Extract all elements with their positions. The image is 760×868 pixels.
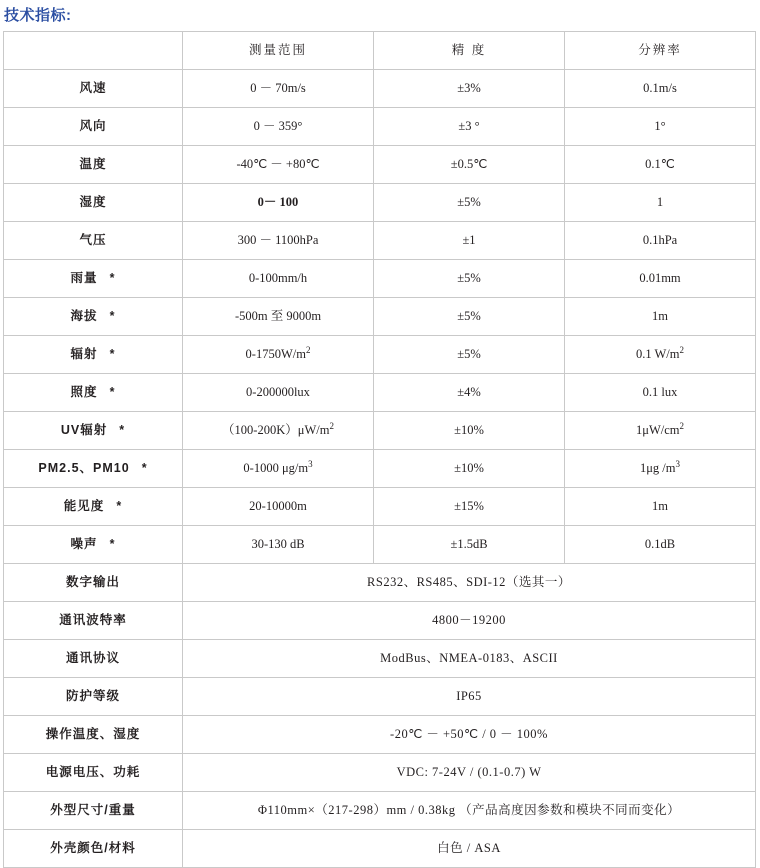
row-accuracy: ±1.5dB	[374, 526, 565, 564]
table-row	[4, 792, 756, 830]
row-param	[4, 450, 183, 488]
row-range: -500m 至 9000m	[183, 298, 374, 336]
row-value: ModBus、NMEA-0183、ASCII	[183, 640, 756, 678]
row-range: 300 － 1100hPa	[183, 222, 374, 260]
row-res-text: 1μW/cm	[636, 422, 680, 437]
table-row	[4, 640, 756, 678]
row-resolution	[565, 336, 756, 374]
row-accuracy: ±5%	[374, 298, 565, 336]
row-resolution	[565, 412, 756, 450]
row-param	[4, 374, 183, 412]
row-resolution: 1m	[565, 488, 756, 526]
row-accuracy: ±1	[374, 222, 565, 260]
row-resolution: 1°	[565, 108, 756, 146]
optional-marker: *	[141, 460, 148, 475]
row-param-label: 雨量	[70, 270, 98, 285]
table-row	[4, 526, 756, 564]
optional-marker: *	[109, 308, 116, 323]
table-row	[4, 260, 756, 298]
row-param	[4, 412, 183, 450]
table-row	[4, 184, 756, 222]
row-param: 通讯波特率	[4, 602, 183, 640]
row-accuracy: ±10%	[374, 450, 565, 488]
table-row	[4, 222, 756, 260]
row-res-text: 0.1 W/m	[635, 346, 680, 361]
table-row	[4, 412, 756, 450]
row-range: 0 － 70m/s	[183, 70, 374, 108]
table-row	[4, 450, 756, 488]
row-param-label: UV辐射	[60, 422, 108, 437]
row-range: 0-100mm/h	[183, 260, 374, 298]
header-cell-range: 测量范围	[183, 32, 374, 70]
row-value: -20℃ － +50℃ / 0 － 100%	[183, 716, 756, 754]
table-header-row	[4, 32, 756, 70]
row-param-label: 辐射	[70, 346, 98, 361]
optional-marker: *	[109, 536, 116, 551]
row-range: 20-10000m	[183, 488, 374, 526]
table-row	[4, 70, 756, 108]
header-cell-blank	[4, 32, 183, 70]
row-value: IP65	[183, 678, 756, 716]
table-row	[4, 146, 756, 184]
row-resolution: 0.01mm	[565, 260, 756, 298]
row-param: 数字输出	[4, 564, 183, 602]
header-cell-accuracy: 精 度	[374, 32, 565, 70]
table-row	[4, 602, 756, 640]
optional-marker: *	[109, 270, 116, 285]
row-resolution: 1	[565, 184, 756, 222]
row-value: VDC: 7-24V / (0.1-0.7) W	[183, 754, 756, 792]
row-param: 外型尺寸/重量	[4, 792, 183, 830]
row-param-label: 能见度	[63, 498, 105, 513]
row-resolution	[565, 450, 756, 488]
row-accuracy: ±10%	[374, 412, 565, 450]
row-range-text: （100-200K）μW/m	[222, 422, 330, 437]
table-row	[4, 298, 756, 336]
row-param: 风向	[4, 108, 183, 146]
optional-marker: *	[109, 384, 116, 399]
row-param: 温度	[4, 146, 183, 184]
row-accuracy: ±4%	[374, 374, 565, 412]
table-row	[4, 488, 756, 526]
header-cell-resolution: 分辨率	[565, 32, 756, 70]
row-param	[4, 488, 183, 526]
row-param-label: 照度	[70, 384, 98, 399]
page-title: 技术指标:	[4, 7, 72, 24]
range-superscript: 2	[305, 344, 311, 355]
row-accuracy: ±5%	[374, 336, 565, 374]
row-accuracy: ±3 °	[374, 108, 565, 146]
table-row	[4, 564, 756, 602]
row-range: 0－ 100	[183, 184, 374, 222]
row-range	[183, 336, 374, 374]
row-resolution: 0.1℃	[565, 146, 756, 184]
row-range	[183, 450, 374, 488]
row-range	[183, 412, 374, 450]
technical-spec-table	[3, 31, 756, 868]
range-superscript: 3	[308, 458, 313, 469]
row-param: 防护等级	[4, 678, 183, 716]
row-param: 湿度	[4, 184, 183, 222]
row-value: RS232、RS485、SDI-12（选其一）	[183, 564, 756, 602]
row-value: 白色 / ASA	[183, 830, 756, 868]
table-row	[4, 830, 756, 868]
row-resolution: 0.1m/s	[565, 70, 756, 108]
table-row	[4, 716, 756, 754]
row-range: 0-200000lux	[183, 374, 374, 412]
row-param: 外壳颜色/材料	[4, 830, 183, 868]
optional-marker: *	[109, 346, 116, 361]
row-param-label: 噪声	[70, 536, 98, 551]
optional-marker: *	[116, 498, 123, 513]
table-row	[4, 108, 756, 146]
table-row	[4, 754, 756, 792]
row-res-text: 1μg /m	[639, 460, 676, 475]
optional-marker: *	[119, 422, 126, 437]
row-range: 30-130 dB	[183, 526, 374, 564]
row-accuracy: ±5%	[374, 184, 565, 222]
table-row	[4, 678, 756, 716]
row-param: 风速	[4, 70, 183, 108]
table-body	[4, 32, 756, 868]
row-accuracy: ±3%	[374, 70, 565, 108]
row-range-text: 0-1000 μg/m	[243, 460, 309, 475]
row-resolution: 0.1hPa	[565, 222, 756, 260]
row-resolution: 0.1 lux	[565, 374, 756, 412]
row-param: 操作温度、湿度	[4, 716, 183, 754]
res-superscript: 2	[679, 420, 684, 431]
row-value: 4800－19200	[183, 602, 756, 640]
row-range: -40℃ － +80℃	[183, 146, 374, 184]
row-param-label: 海拔	[70, 308, 98, 323]
row-accuracy: ±5%	[374, 260, 565, 298]
row-param	[4, 336, 183, 374]
row-param: 气压	[4, 222, 183, 260]
row-param: 通讯协议	[4, 640, 183, 678]
row-param	[4, 260, 183, 298]
row-accuracy: ±0.5℃	[374, 146, 565, 184]
row-param: 电源电压、功耗	[4, 754, 183, 792]
row-param	[4, 298, 183, 336]
row-range-text: 0-1750W/m	[245, 346, 306, 361]
table-row	[4, 374, 756, 412]
row-param-label: PM2.5、PM10	[38, 460, 130, 475]
range-superscript: 2	[329, 420, 334, 431]
res-superscript: 2	[679, 344, 685, 355]
row-resolution: 0.1dB	[565, 526, 756, 564]
row-param	[4, 526, 183, 564]
table-row	[4, 336, 756, 374]
row-range: 0 － 359°	[183, 108, 374, 146]
row-resolution: 1m	[565, 298, 756, 336]
row-value: Φ110mm×（217-298）mm / 0.38kg （产品高度因参数和模块不同而变化）	[183, 792, 756, 830]
row-accuracy: ±15%	[374, 488, 565, 526]
res-superscript: 3	[675, 458, 681, 469]
